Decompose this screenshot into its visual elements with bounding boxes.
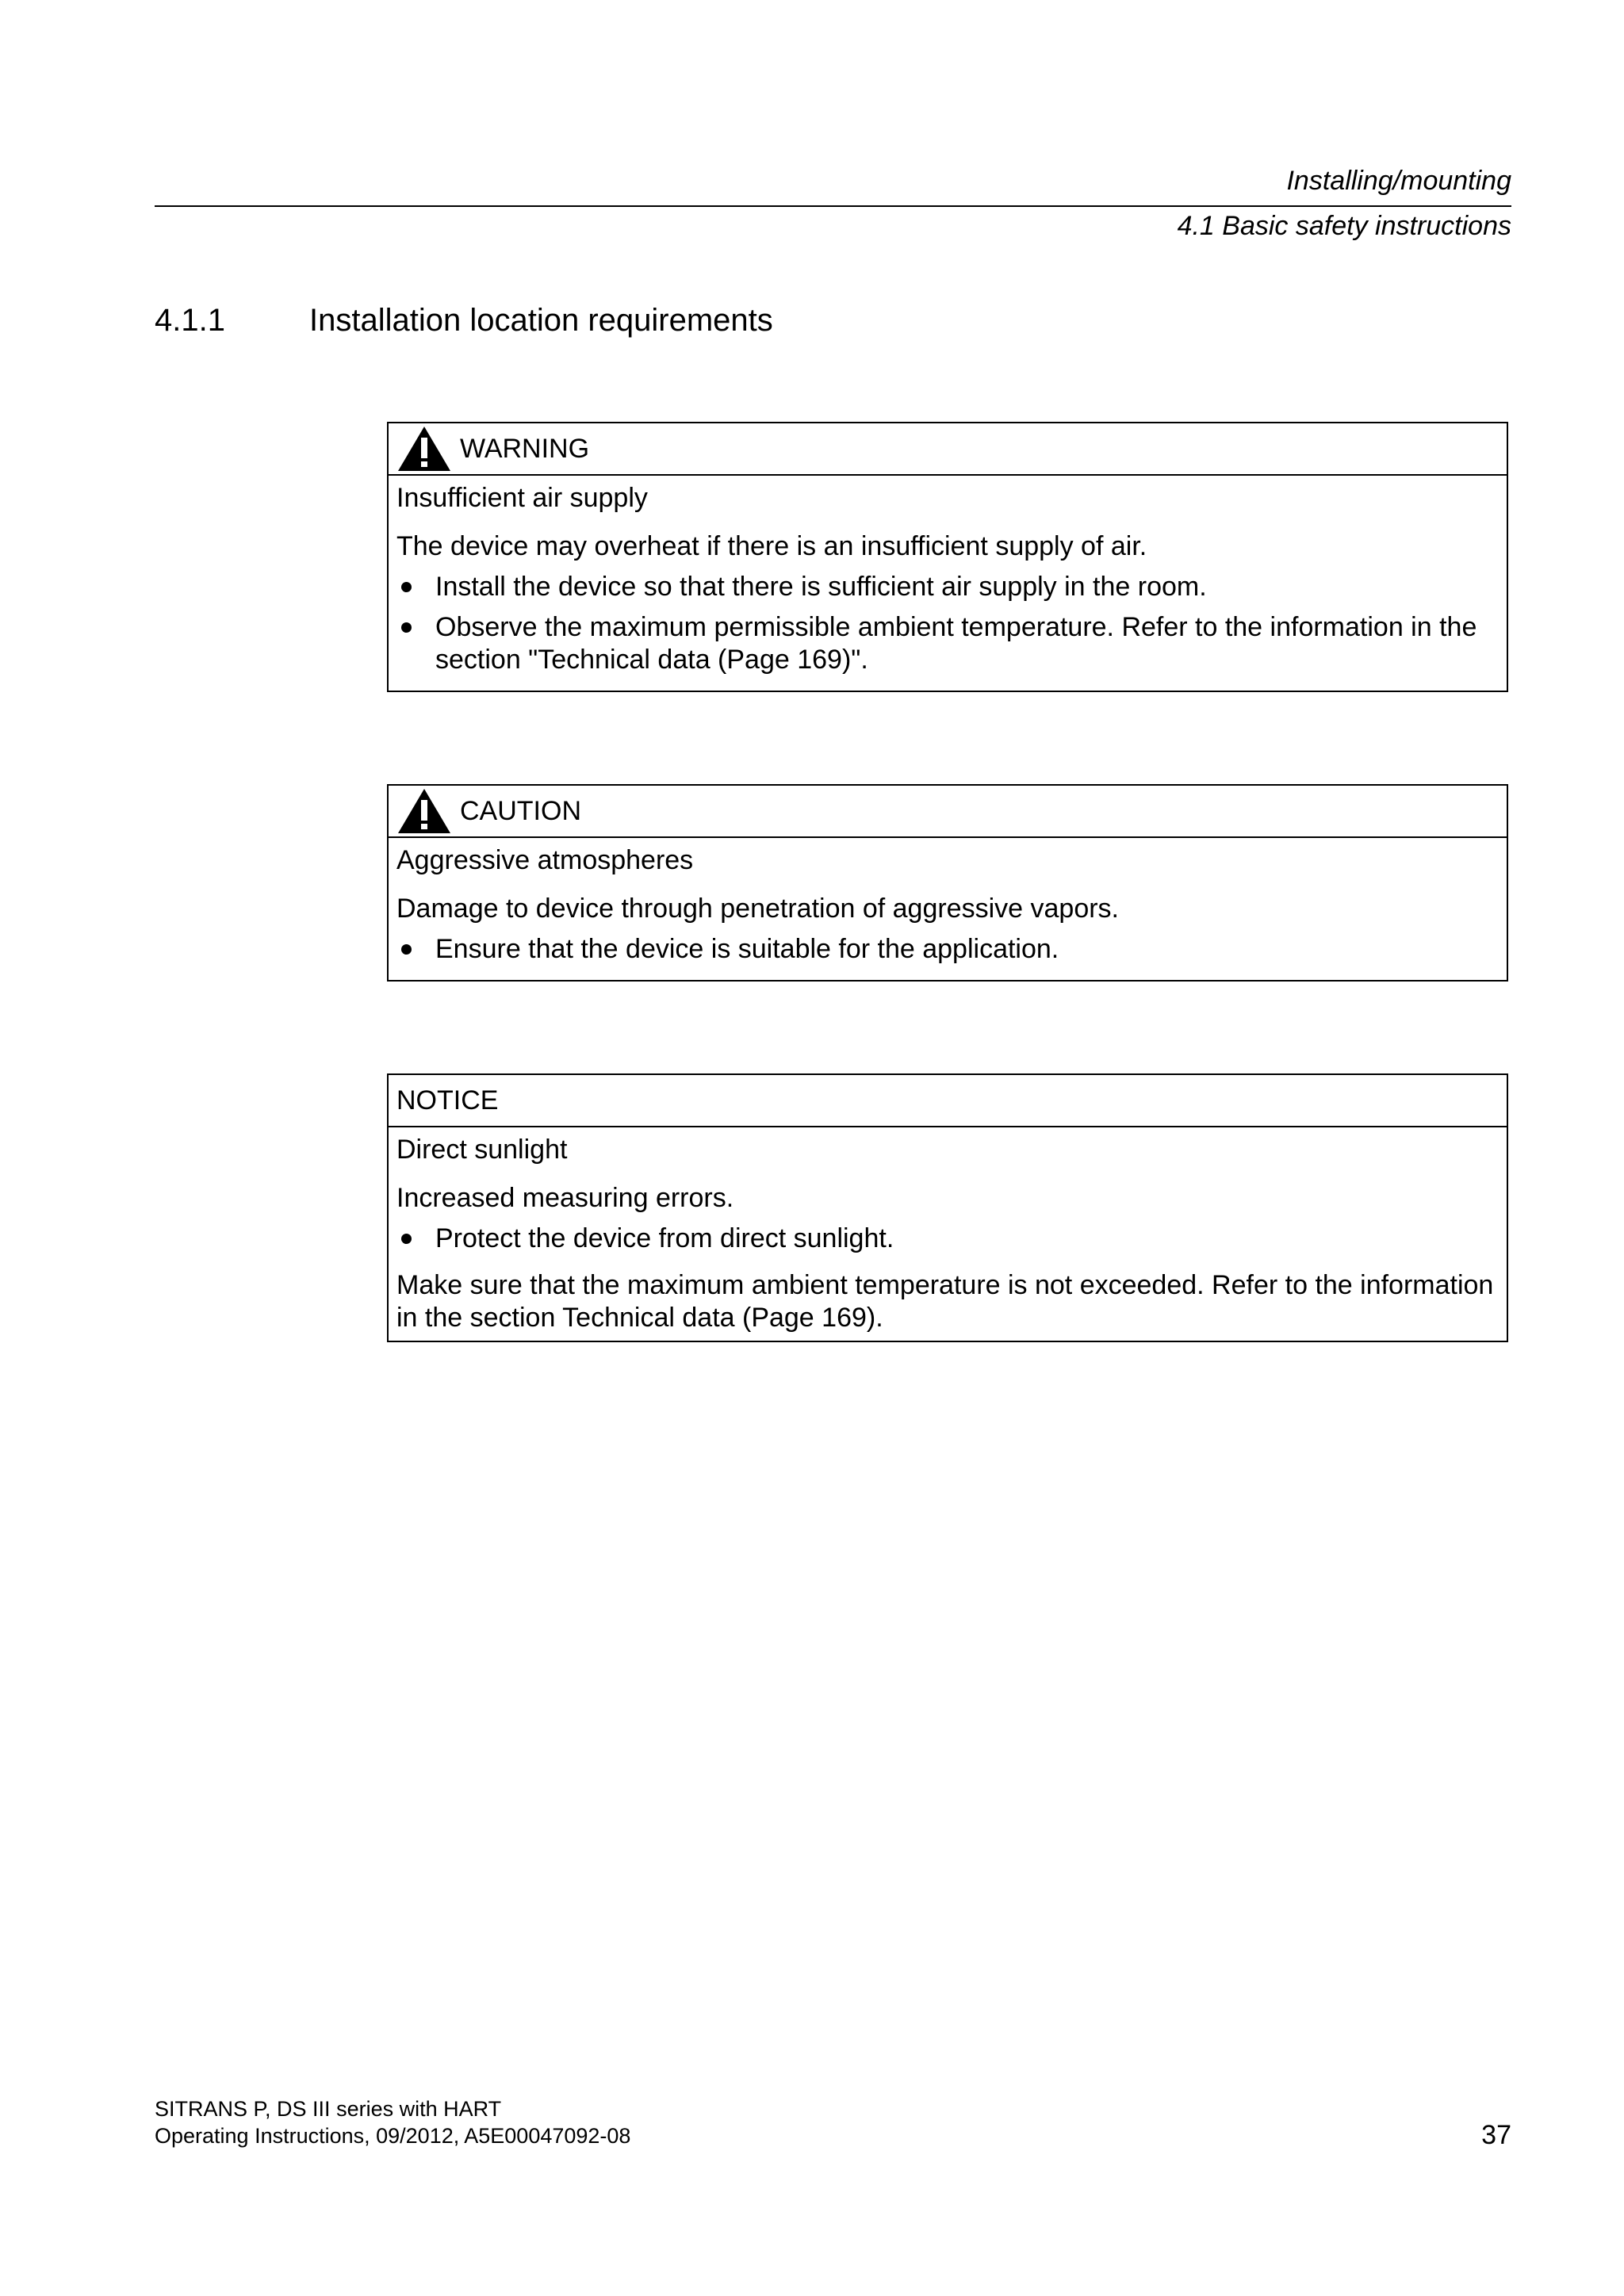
caution-body — [389, 838, 1507, 980]
notice-box — [387, 1073, 1508, 1342]
caution-text: Damage to device through penetration of aggressive vapors. — [396, 894, 1119, 924]
list-item — [396, 933, 1499, 966]
header-chapter: Installing/mounting — [1286, 166, 1511, 196]
notice-bullet-text: Protect the device from direct sunlight. — [435, 1223, 894, 1253]
notice-label: NOTICE — [396, 1085, 499, 1115]
caution-header — [389, 786, 1507, 838]
caution-bullet-text: Ensure that the device is suitable for the application. — [435, 934, 1059, 964]
list-item — [396, 571, 1499, 603]
section-number: 4.1.1 — [155, 303, 225, 338]
list-item — [396, 1223, 1499, 1255]
warning-bullet-text: Observe the maximum permissible ambient temperature. Refer to the information in the section "Technical data (Page 169)". — [435, 612, 1477, 675]
notice-title: Direct sunlight — [396, 1135, 568, 1165]
warning-bullet-list — [396, 571, 1499, 676]
warning-label: WARNING — [460, 433, 590, 464]
warning-header — [389, 423, 1507, 476]
section-title: Installation location requirements — [309, 303, 773, 338]
page-number: 37 — [1481, 2120, 1511, 2150]
caution-bullet-list — [396, 933, 1499, 966]
footer-document-info: Operating Instructions, 09/2012, A5E00047092-08 — [155, 2124, 631, 2148]
notice-header — [389, 1075, 1507, 1127]
caution-label: CAUTION — [460, 795, 581, 826]
warning-bullet-text: Install the device so that there is sufficient air supply in the room. — [435, 572, 1207, 602]
warning-box — [387, 422, 1508, 692]
bullet-dot-icon — [401, 1234, 412, 1244]
notice-text: Increased measuring errors. — [396, 1183, 734, 1213]
warning-title: Insufficient air supply — [396, 483, 648, 513]
caution-title: Aggressive atmospheres — [396, 845, 694, 875]
warning-body — [389, 476, 1507, 691]
warning-triangle-icon — [396, 787, 452, 835]
notice-bullet-list — [396, 1223, 1499, 1255]
notice-closing-text: Make sure that the maximum ambient temperature is not exceeded. Refer to the information in the section Technical data (Page 169). — [396, 1270, 1494, 1333]
bullet-dot-icon — [401, 582, 412, 592]
caution-box — [387, 784, 1508, 982]
bullet-dot-icon — [401, 622, 412, 633]
notice-body — [389, 1127, 1507, 1341]
warning-triangle-icon — [396, 425, 452, 473]
footer-document-title: SITRANS P, DS III series with HART — [155, 2097, 502, 2121]
header-section: 4.1 Basic safety instructions — [1177, 211, 1511, 241]
list-item — [396, 611, 1499, 676]
bullet-dot-icon — [401, 944, 412, 955]
warning-text: The device may overheat if there is an insufficient supply of air. — [396, 531, 1147, 561]
header-rule — [155, 205, 1511, 207]
